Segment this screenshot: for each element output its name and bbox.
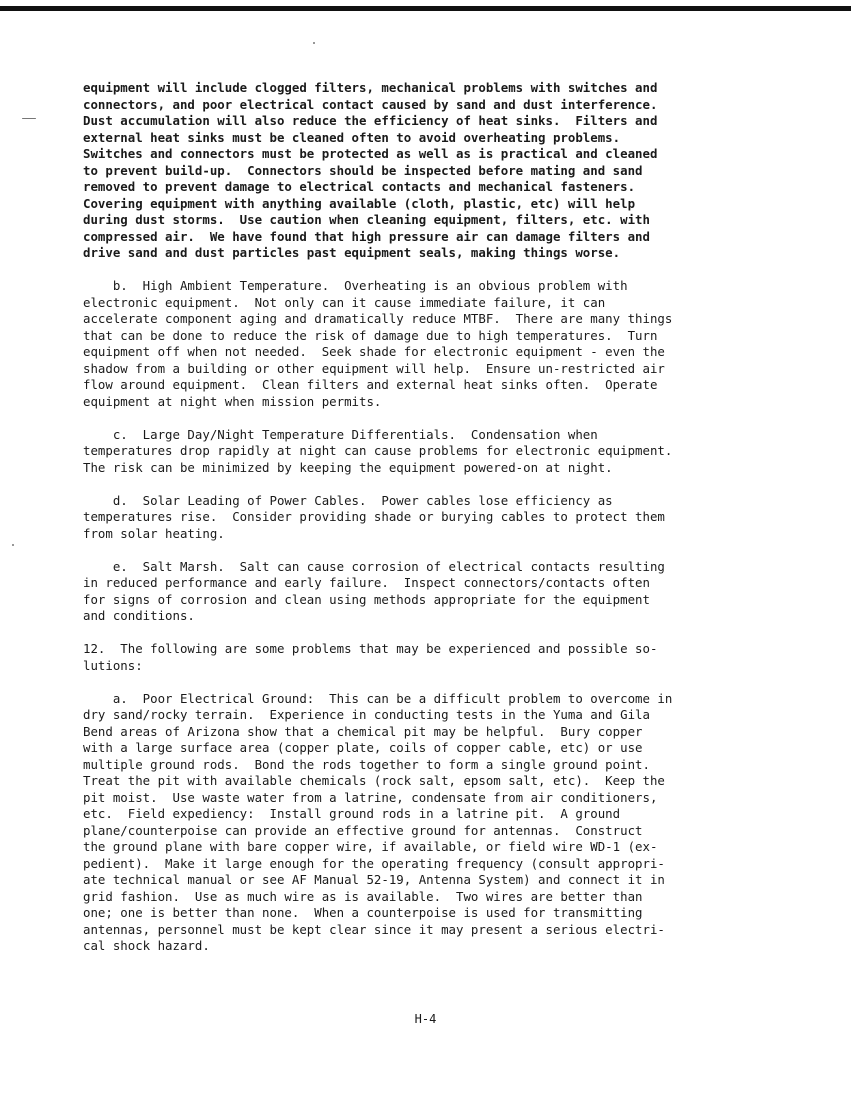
text-line: from solar heating. — [83, 525, 225, 541]
text-line: plane/counterpoise can provide an effective ground for antennas. Construct — [83, 822, 643, 838]
text-line: and conditions. — [83, 608, 195, 623]
text-line: for signs of corrosion and clean using methods appropriate for the equipment — [83, 591, 650, 607]
text-line: accelerate component aging and dramatically reduce MTBF. There are many things — [83, 311, 673, 326]
paragraph — [83, 493, 753, 543]
text-line: flow around equipment. Clean filters and external heat sinks often. Operate — [83, 377, 658, 392]
scan-speck — [12, 544, 14, 546]
text-line: grid fashion. Use as much wire as is available. Two wires are better than — [83, 888, 643, 904]
document-body — [83, 80, 753, 955]
text-line: pedient). Make it large enough for the operating frequency (consult appropri- — [83, 855, 665, 871]
text-line: with a large surface area (copper plate, coils of copper cable, etc) or use — [83, 740, 643, 755]
paragraph — [83, 641, 753, 674]
text-line: 12. The following are some problems that may be experienced and possible so- — [83, 641, 658, 656]
text-line: Switches and connectors must be protected as well as is practical and cleaned — [83, 146, 658, 161]
text-line: the ground plane with bare copper wire, if available, or field wire WD-1 (ex- — [83, 839, 658, 854]
text-line: connectors, and poor electrical contact caused by sand and dust interference. — [83, 96, 658, 112]
paragraph-spacer — [83, 476, 753, 493]
text-line: e. Salt Marsh. Salt can cause corrosion of electrical contacts resulting — [83, 558, 665, 574]
text-line: pit moist. Use waste water from a latrine, condensate from air conditioners, — [83, 789, 658, 805]
text-line: drive sand and dust particles past equipment seals, making things worse. — [83, 245, 621, 260]
page-number: H-4 — [414, 1012, 437, 1026]
paragraph-spacer — [83, 542, 753, 559]
text-line: temperatures rise. Consider providing shade or burying cables to protect them — [83, 509, 665, 524]
text-line: lutions: — [83, 657, 143, 673]
scan-speck — [313, 42, 315, 44]
text-line: during dust storms. Use caution when cleaning equipment, filters, etc. with — [83, 212, 650, 227]
text-line: antennas, personnel must be kept clear since it may present a serious electri- — [83, 921, 665, 937]
text-line: compressed air. We have found that high pressure air can damage filters and — [83, 228, 650, 244]
scan-speck — [22, 118, 36, 119]
text-line: Bend areas of Arizona show that a chemical pit may be helpful. Bury copper — [83, 723, 643, 739]
paragraph — [83, 278, 753, 410]
text-line: The risk can be minimized by keeping the equipment powered-on at night. — [83, 459, 613, 475]
text-line: etc. Field expediency: Install ground rods in a latrine pit. A ground — [83, 806, 621, 821]
paragraph — [83, 427, 753, 477]
text-line: electronic equipment. Not only can it cause immediate failure, it can — [83, 294, 606, 310]
text-line: a. Poor Electrical Ground: This can be a difficult problem to overcome in — [83, 690, 673, 706]
text-line: temperatures drop rapidly at night can cause problems for electronic equipment. — [83, 443, 673, 458]
text-line: cal shock hazard. — [83, 938, 210, 953]
top-rule — [0, 6, 851, 11]
text-line: equipment at night when mission permits. — [83, 393, 382, 409]
text-line: removed to prevent damage to electrical contacts and mechanical fasteners. — [83, 179, 636, 194]
text-line: one; one is better than none. When a counterpoise is used for transmitting — [83, 905, 643, 920]
text-line: multiple ground rods. Bond the rods together to form a single ground point. — [83, 756, 650, 772]
text-line: ate technical manual or see AF Manual 52-19, Antenna System) and connect it in — [83, 872, 665, 887]
text-line: in reduced performance and early failure. Inspect connectors/contacts often — [83, 575, 650, 590]
text-line: that can be done to reduce the risk of damage due to high temperatures. Turn — [83, 327, 658, 343]
text-line: to prevent build-up. Connectors should be inspected before mating and sand — [83, 162, 643, 178]
text-line: b. High Ambient Temperature. Overheating is an obvious problem with — [83, 278, 628, 293]
paragraph-spacer — [83, 410, 753, 427]
text-line: external heat sinks must be cleaned often to avoid overheating problems. — [83, 129, 621, 145]
text-line: Dust accumulation will also reduce the efficiency of heat sinks. Filters and — [83, 113, 658, 128]
paragraph-spacer — [83, 674, 753, 691]
text-line: shadow from a building or other equipment will help. Ensure un-restricted air — [83, 360, 665, 376]
text-line: d. Solar Leading of Power Cables. Power cables lose efficiency as — [83, 492, 613, 508]
text-line: Covering equipment with anything available (cloth, plastic, etc) will help — [83, 195, 636, 211]
paragraph — [83, 559, 753, 625]
text-line: dry sand/rocky terrain. Experience in conducting tests in the Yuma and Gila — [83, 707, 650, 722]
paragraph-spacer — [83, 625, 753, 642]
paragraph-spacer — [83, 262, 753, 279]
paragraph — [83, 80, 753, 262]
paragraph — [83, 691, 753, 955]
text-line: equipment off when not needed. Seek shade for electronic equipment - even the — [83, 344, 665, 359]
text-line: equipment will include clogged filters, mechanical problems with switches and — [83, 80, 658, 95]
text-line: Treat the pit with available chemicals (rock salt, epsom salt, etc). Keep the — [83, 773, 665, 788]
text-line: c. Large Day/Night Temperature Differentials. Condensation when — [83, 426, 598, 442]
